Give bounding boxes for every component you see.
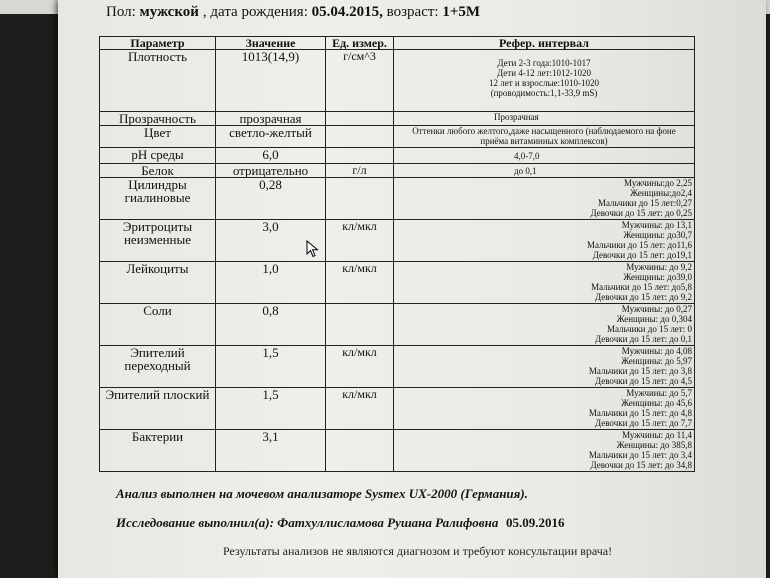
table-row	[100, 112, 695, 126]
table-row	[100, 126, 695, 148]
column-header-value: Значение	[216, 37, 326, 50]
ref-cell: 4,0-7,0	[394, 148, 695, 164]
disclaimer: Результаты анализов не являются диагнозом и требуют консультации врача!	[223, 544, 613, 558]
value-cell: светло-желтый	[216, 126, 326, 148]
report-page	[58, 0, 766, 578]
dob-label: дата рождения:	[210, 4, 308, 20]
ref-cell: Прозрачная	[394, 112, 695, 126]
value-cell: 1,5	[216, 388, 326, 430]
unit-cell: г/см^3	[326, 50, 394, 112]
unit-cell: кл/мкл	[326, 220, 394, 262]
param-cell: Белок	[100, 164, 216, 178]
unit-cell	[326, 148, 394, 164]
table-row	[100, 304, 695, 346]
param-cell: Цвет	[100, 126, 216, 148]
param-cell: Прозрачность	[100, 112, 216, 126]
ref-cell: Мужчины: до 13,1 Женщины: до30,7 Мальчики до 15 лет: до11,6 Девочки до 15 лет: до19,1	[394, 220, 695, 262]
analyzer-note: Анализ выполнен на мочевом анализаторе Sysmex UX-2000 (Германия).	[116, 486, 528, 501]
performed-by-text: Исследование выполнил(а): Фатхуллисламова Рушана Ралифовна	[116, 515, 499, 530]
param-cell: Соли	[100, 304, 216, 346]
value-cell: 0,8	[216, 304, 326, 346]
table-header-row	[100, 37, 695, 50]
value-cell: 3,0	[216, 220, 326, 262]
unit-cell	[326, 126, 394, 148]
ref-cell: Оттенки любого желтого,даже насыщенного (наблюдаемого на фоне приёма витаминных комплексов)	[394, 126, 695, 148]
table-row	[100, 430, 695, 472]
dob-value: 05.04.2015,	[311, 4, 383, 20]
value-cell: 0,28	[216, 178, 326, 220]
param-cell: Бактерии	[100, 430, 216, 472]
unit-cell: кл/мкл	[326, 388, 394, 430]
report-date: 05.09.2016	[506, 515, 565, 530]
mouse-cursor-icon	[306, 240, 320, 258]
param-cell: Цилиндры гиалиновые	[100, 178, 216, 220]
unit-cell	[326, 430, 394, 472]
param-cell: pH среды	[100, 148, 216, 164]
value-cell: отрицательно	[216, 164, 326, 178]
sex-value: мужской	[139, 4, 199, 20]
value-cell: 1,0	[216, 262, 326, 304]
param-cell: Эритроциты неизменные	[100, 220, 216, 262]
ref-cell: Мужчины: до 5,7 Женщины: до 45,6 Мальчики до 15 лет: до 4,8 Девочки до 15 лет: до 7,7	[394, 388, 695, 430]
table-row	[100, 50, 695, 112]
ref-cell: Мужчины: до 9,2 Женщины: до39,0 Мальчики до 15 лет: до5,8 Девочки до 15 лет: до 9,2	[394, 262, 695, 304]
column-header-parameter: Параметр	[100, 37, 216, 50]
unit-cell: кл/мкл	[326, 262, 394, 304]
performed-by	[116, 515, 565, 531]
table-row	[100, 346, 695, 388]
value-cell: 1013(14,9)	[216, 50, 326, 112]
table-row	[100, 148, 695, 164]
table-row	[100, 178, 695, 220]
unit-cell: г/л	[326, 164, 394, 178]
unit-cell: кл/мкл	[326, 346, 394, 388]
sex-label: Пол:	[106, 4, 136, 20]
unit-cell	[326, 112, 394, 126]
param-cell: Эпителий переходный	[100, 346, 216, 388]
ref-cell: Мужчины:до 2,25 Женщины:до2,4 Мальчики до 15 лет:0,27 Девочки до 15 лет: до 0,25	[394, 178, 695, 220]
table-row	[100, 164, 695, 178]
ref-cell: до 0,1	[394, 164, 695, 178]
patient-header: Пол: мужской , дата рождения: 05.04.2015, возраст: 1+5М	[106, 4, 481, 20]
param-cell: Лейкоциты	[100, 262, 216, 304]
ref-cell: Дети 2-3 года:1010-1017 Дети 4-12 лет:1012-1020 12 лет и взрослые:1010-1020 (проводимость:1,1-33,9 mS)	[394, 50, 695, 112]
ref-cell: Мужчины: до 0,27 Женщины: до 0,304 Мальчики до 15 лет: 0 Девочки до 15 лет: до 0,1	[394, 304, 695, 346]
value-cell: 6,0	[216, 148, 326, 164]
value-cell: 3,1	[216, 430, 326, 472]
unit-cell	[326, 178, 394, 220]
param-cell: Плотность	[100, 50, 216, 112]
table-row	[100, 388, 695, 430]
column-header-reference: Рефер. интервал	[394, 37, 695, 50]
value-cell: прозрачная	[216, 112, 326, 126]
value-cell: 1,5	[216, 346, 326, 388]
age-label: возраст:	[386, 4, 439, 20]
column-header-unit: Ед. измер.	[326, 37, 394, 50]
ref-cell: Мужчины: до 4,08 Женщины: до 5,97 Мальчики до 15 лет: до 3,8 Девочки до 15 лет: до 4,5	[394, 346, 695, 388]
param-cell: Эпителий плоский	[100, 388, 216, 430]
table-row	[100, 262, 695, 304]
table-row	[100, 220, 695, 262]
ref-cell: Мужчины: до 11,4 Женщины: до 385,8 Мальчики до 15 лет: до 3,4 Девочки до 15 лет: до 34,8	[394, 430, 695, 472]
unit-cell	[326, 304, 394, 346]
results-table	[99, 36, 695, 472]
age-value: 1+5М	[442, 4, 481, 20]
